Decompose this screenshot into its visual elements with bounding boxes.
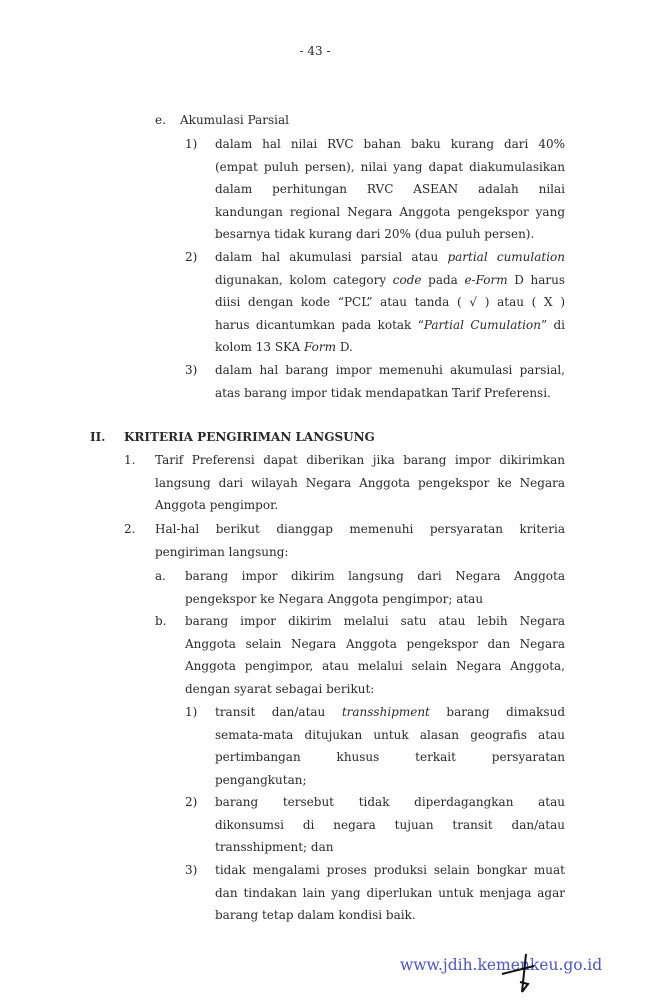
text-line <box>155 451 565 469</box>
text-segment: barang tetap dalam kondisi baik. <box>215 908 416 923</box>
text-line <box>185 635 565 653</box>
text-line <box>215 884 565 902</box>
text-segment: pada <box>421 272 465 287</box>
text-line <box>215 748 565 766</box>
text-segment: tidak mengalami proses produksi selain bongkar muat <box>215 863 565 877</box>
italic-text: transshipment <box>341 705 430 719</box>
text-segment: dalam perhitungan RVC ASEAN adalah nilai <box>215 182 565 197</box>
text-segment: dengan syarat sebagai berikut: <box>185 681 375 696</box>
list-marker: 2) <box>185 250 198 264</box>
text-segment: pengangkutan; <box>215 772 307 787</box>
text-line <box>215 771 307 789</box>
text-segment: (empat puluh persen), nilai yang dapat diakumulasikan <box>215 159 565 174</box>
text-line <box>215 248 565 266</box>
text-line <box>215 338 353 356</box>
text-line <box>185 612 565 630</box>
text-line <box>215 838 333 856</box>
text-line <box>215 816 565 834</box>
text-segment: Akumulasi Parsial <box>180 113 289 127</box>
text-segment: Tarif Preferensi dapat diberikan jika barang impor dikirimkan <box>155 453 565 467</box>
text-segment: transshipment; dan <box>215 840 334 855</box>
text-line <box>215 384 551 402</box>
text-line <box>155 543 288 561</box>
text-segment: transit dan/atau <box>215 705 342 719</box>
text-segment: Anggota pengimpor, atau melalui selain Negara Anggota, <box>185 659 565 674</box>
text-segment: dalam hal akumulasi parsial atau <box>215 250 448 264</box>
text-segment: pengekspor ke Negara Anggota pengimpor; atau <box>185 591 484 606</box>
list-marker: II. <box>90 430 106 444</box>
text-segment: KRITERIA PENGIRIMAN LANGSUNG <box>124 430 375 444</box>
text-segment: pengiriman langsung: <box>155 544 289 559</box>
list-marker: 2. <box>124 522 136 536</box>
list-marker: 1) <box>185 705 198 719</box>
text-segment: langsung dari wilayah Negara Anggota pengekspor ke Negara <box>155 475 565 490</box>
text-segment: pertimbangan khusus terkait persyaratan <box>215 750 565 765</box>
list-marker: 2) <box>185 795 198 809</box>
text-segment: ” di <box>540 317 566 332</box>
text-segment: besarnya tidak kurang dari 20% (dua puluh persen). <box>215 227 535 242</box>
italic-text: Partial Cumulation <box>423 317 541 332</box>
text-line <box>215 271 565 289</box>
text-line <box>215 861 565 879</box>
text-line <box>215 293 565 311</box>
list-marker: 1) <box>185 137 198 151</box>
list-marker: 3) <box>185 863 198 877</box>
text-line <box>215 180 565 198</box>
text-segment: barang dimaksud <box>429 705 565 719</box>
footer-url-link[interactable]: www.jdih.kemenkeu.go.id <box>400 956 603 974</box>
text-segment: dalam hal nilai RVC bahan baku kurang dari 40% <box>215 137 565 151</box>
text-line <box>215 906 416 924</box>
text-segment: D. <box>336 340 353 355</box>
text-segment: atas barang impor tidak mendapatkan Tarif Preferensi. <box>215 385 551 400</box>
text-segment: kolom 13 SKA <box>215 340 305 355</box>
list-marker: a. <box>155 569 166 583</box>
text-line <box>215 703 565 721</box>
text-line <box>155 520 565 538</box>
text-segment: kandungan regional Negara Anggota pengekspor yang <box>215 204 565 219</box>
signature-initial-icon <box>500 952 540 996</box>
text-segment: Anggota selain Negara Anggota pengekspor dan Negara <box>185 636 565 651</box>
page-number: - 43 - <box>299 44 331 58</box>
text-line <box>185 567 565 585</box>
italic-text: partial cumulation <box>447 250 566 264</box>
text-segment: D harus <box>507 272 565 287</box>
text-line <box>215 726 565 744</box>
text-segment: dikonsumsi di negara tujuan transit dan/atau <box>215 817 565 832</box>
list-marker: e. <box>155 113 166 127</box>
list-marker: 1. <box>124 453 136 467</box>
text-line <box>185 680 374 698</box>
text-line <box>215 361 565 379</box>
text-segment: dan tindakan lain yang diperlukan untuk menjaga agar <box>215 885 565 900</box>
italic-text: code <box>392 272 422 287</box>
text-segment: digunakan, kolom category <box>215 272 393 287</box>
text-line <box>215 316 565 334</box>
text-line <box>124 428 375 446</box>
text-segment: Hal-hal berikut dianggap memenuhi persyaratan kriteria <box>155 522 565 536</box>
text-line <box>155 496 278 514</box>
text-line <box>215 225 534 243</box>
text-segment: barang impor dikirim langsung dari Negara Anggota <box>185 569 565 583</box>
italic-text: e-Form <box>464 272 508 287</box>
text-line <box>215 158 565 176</box>
text-line <box>185 590 483 608</box>
text-line <box>185 657 565 675</box>
text-segment: barang impor dikirim melalui satu atau lebih Negara <box>185 614 565 628</box>
text-line <box>215 203 565 221</box>
text-line <box>215 135 565 153</box>
text-segment: barang tersebut tidak diperdagangkan atau <box>215 795 565 809</box>
list-marker: b. <box>155 614 167 628</box>
text-segment: harus dicantumkan pada kotak “ <box>215 317 424 332</box>
italic-text: Form <box>304 340 337 355</box>
list-marker: 3) <box>185 363 198 377</box>
text-segment: dalam hal barang impor memenuhi akumulasi parsial, <box>215 363 565 377</box>
text-line <box>215 793 565 811</box>
text-line <box>155 474 565 492</box>
text-segment: Anggota pengimpor. <box>155 498 279 513</box>
text-segment: diisi dengan kode “PCL” atau tanda ( √ ) atau ( X ) <box>215 295 565 310</box>
text-line <box>180 111 289 129</box>
text-segment: semata-mata ditujukan untuk alasan geografis atau <box>215 727 565 742</box>
